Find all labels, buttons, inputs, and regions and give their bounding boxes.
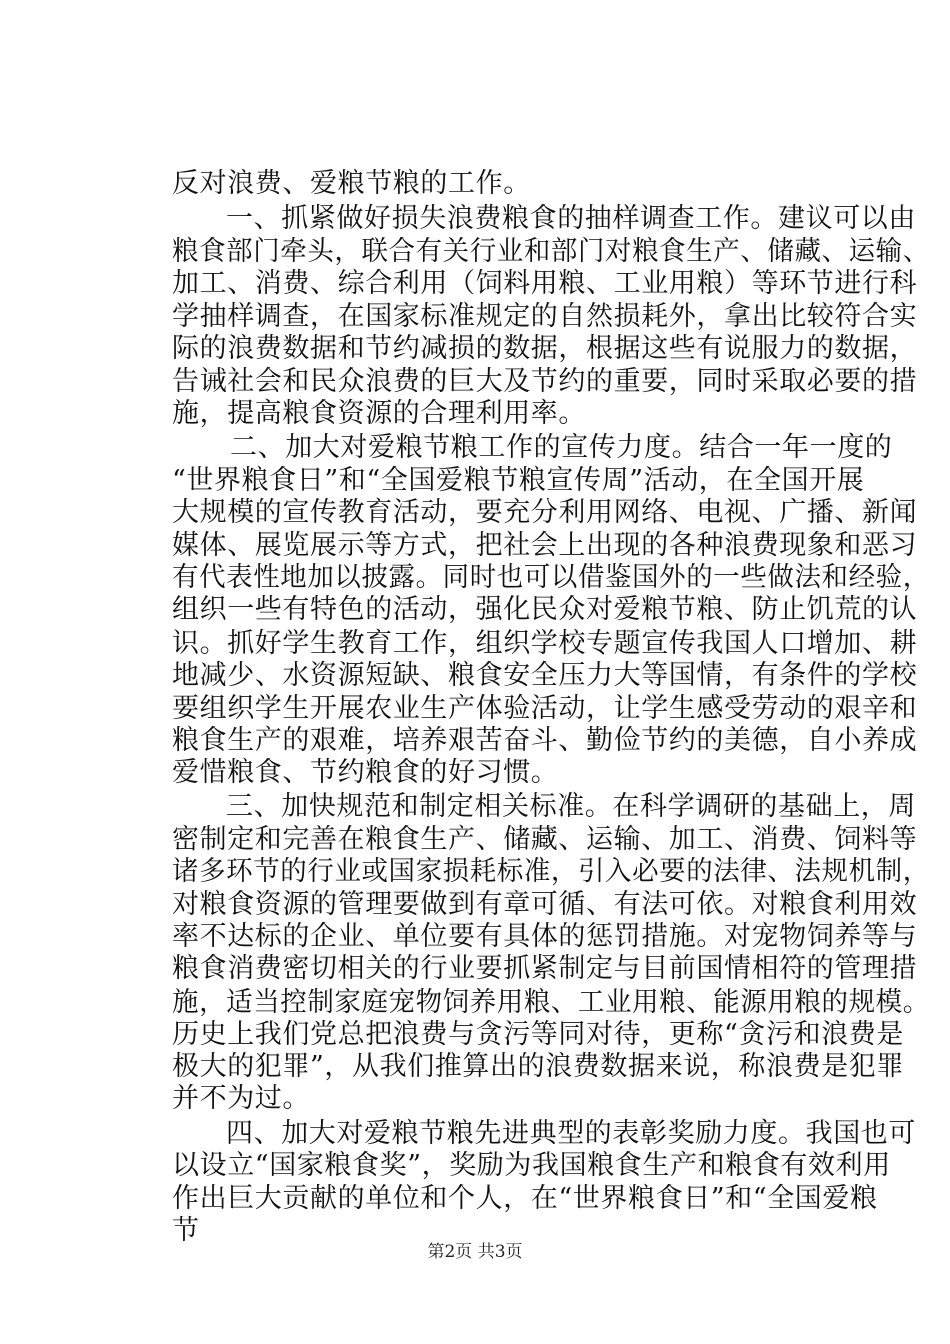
paragraph-line: 反对浪费、爱粮节粮的工作。 bbox=[172, 168, 531, 199]
page-footer: 第2页 共3页 bbox=[427, 1242, 523, 1262]
paragraph-line: 密制定和完善在粮食生产、储藏、运输、加工、消费、饲料等 bbox=[172, 823, 918, 855]
paragraph-line: 粮食生产的艰难，培养艰苦奋斗、勤俭节约的美德，自小养成 bbox=[172, 725, 918, 757]
paragraph-line: 诸多环节的行业或国家损耗标准，引入必要的法律、法规机制， bbox=[172, 856, 930, 888]
paragraph-line: 三、加快规范和制定相关标准。在科学调研的基础上，周 bbox=[226, 791, 916, 823]
paragraph-line: 爱惜粮食、节约粮食的好习惯。 bbox=[172, 756, 559, 788]
paragraph-line: 要组织学生开展农业生产体验活动，让学生感受劳动的艰辛和 bbox=[172, 692, 918, 724]
paragraph-line: 加工、消费、综合利用（饲料用粮、工业用粮）等环节进行科 bbox=[172, 267, 918, 299]
paragraph-line: 历史上我们党总把浪费与贪污等同对待，更称“贪污和浪费是 bbox=[172, 1019, 905, 1051]
paragraph-line: 四、加大对爱粮节粮先进典型的表彰奖励力度。我国也可 bbox=[226, 1117, 916, 1149]
paragraph-line: 并不为过。 bbox=[172, 1083, 310, 1115]
paragraph-line: 媒体、展览展示等方式，把社会上出现的各种浪费现象和恶习 bbox=[172, 529, 918, 561]
paragraph-line: 地减少、水资源短缺、粮食安全压力大等国情，有条件的学校 bbox=[172, 660, 918, 692]
paragraph-line: 对粮食资源的管理要做到有章可循、有法可依。对粮食利用效 bbox=[172, 888, 918, 920]
paragraph-line: 学抽样调查，在国家标准规定的自然损耗外，拿出比较符合实 bbox=[172, 301, 918, 333]
paragraph-line: 一、抓紧做好损失浪费粮食的抽样调查工作。建议可以由 bbox=[226, 203, 916, 235]
paragraph-line: 粮食消费密切相关的行业要抓紧制定与目前国情相符的管理措 bbox=[172, 953, 918, 985]
paragraph-line: 施，适当控制家庭宠物饲养用粮、工业用粮、能源用粮的规模。 bbox=[172, 986, 930, 1018]
paragraph-line: 以设立“国家粮食奖”，奖励为我国粮食生产和粮食有效利用 bbox=[172, 1150, 891, 1182]
paragraph-line: 有代表性地加以披露。同时也可以借鉴国外的一些做法和经验， bbox=[172, 562, 930, 593]
paragraph-line: “世界粮食日”和“全国爱粮节粮宣传周”活动，在全国开展 bbox=[172, 464, 865, 496]
paragraph-line: 组织一些有特色的活动，强化民众对爱粮节粮、防止饥荒的认 bbox=[172, 593, 918, 625]
paragraph-line: 施，提高粮食资源的合理利用率。 bbox=[172, 397, 586, 429]
paragraph-line: 际的浪费数据和节约减损的数据，根据这些有说服力的数据， bbox=[172, 332, 918, 364]
paragraph-line: 大规模的宣传教育活动，要充分利用网络、电视、广播、新闻 bbox=[172, 497, 918, 529]
paragraph-line: 作出巨大贡献的单位和个人，在“世界粮食日”和“全国爱粮 bbox=[172, 1182, 878, 1214]
paragraph-line: 二、加大对爱粮节粮工作的宣传力度。结合一年一度的 bbox=[230, 432, 893, 464]
paragraph-line: 率不达标的企业、单位要有具体的惩罚措施。对宠物饲养等与 bbox=[172, 920, 918, 952]
paragraph-line: 告诫社会和民众浪费的巨大及节约的重要，同时采取必要的措 bbox=[172, 366, 918, 398]
paragraph-line: 识。抓好学生教育工作，组织学校专题宣传我国人口增加、耕 bbox=[172, 627, 918, 659]
paragraph-line: 极大的犯罪”，从我们推算出的浪费数据来说，称浪费是犯罪 bbox=[172, 1050, 905, 1082]
paragraph-line: 粮食部门牵头，联合有关行业和部门对粮食生产、储藏、运输、 bbox=[172, 235, 930, 267]
paragraph-line: 节 bbox=[172, 1215, 200, 1246]
